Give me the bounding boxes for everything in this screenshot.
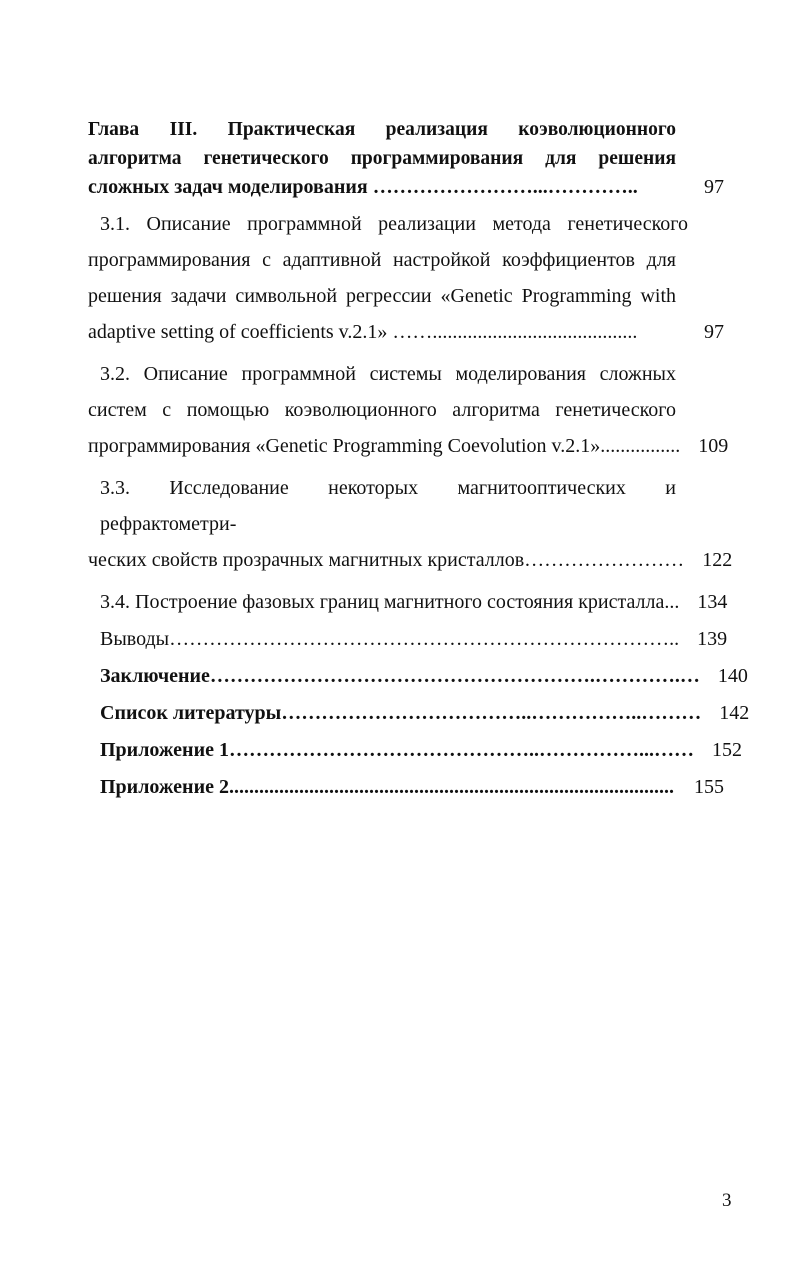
toc-entry-3-4[interactable]: [88, 584, 728, 620]
references-label: Список литературы………………………………..……………..………: [100, 702, 702, 724]
references-page-number: 142: [719, 702, 750, 724]
toc-entry-appendix-2[interactable]: [88, 769, 724, 805]
conclusion-label: Заключение………………………………………………….………….…: [100, 665, 700, 687]
conclusion-page-number: 140: [717, 665, 748, 687]
appendix-1-label: Приложение 1………………………………………..……………...……: [100, 739, 694, 761]
chapter-3-page-number: 97: [704, 176, 724, 198]
section-3-1-line-3: решения задачи символьной регрессии «Genetic Programming with: [88, 285, 676, 307]
conclusions-page-number: 139: [697, 628, 728, 650]
appendix-2-page-number: 155: [694, 776, 724, 798]
section-3-3-line-1: 3.3. Исследование некоторых магнитооптических и рефрактометри-: [100, 477, 676, 535]
section-3-2-line-3: программирования «Genetic Programming Coevolution v.2.1»................: [88, 435, 681, 457]
section-3-4-page-number: 134: [697, 591, 728, 613]
table-of-contents: [88, 115, 750, 805]
toc-entry-3-1-cont: [88, 242, 724, 350]
section-3-1-page-number: 97: [704, 321, 724, 343]
toc-entry-3-2[interactable]: [88, 356, 724, 392]
section-3-2-page-number: 109: [698, 435, 729, 457]
conclusions-label: Выводы…………………………………………………………………..: [100, 628, 680, 650]
section-3-4-title: 3.4. Построение фазовых границ магнитного состояния кристалла...: [100, 591, 680, 613]
section-3-3-line-2: ческих свойств прозрачных магнитных кристаллов……………………: [88, 549, 685, 571]
chapter-3-title-line-2: алгоритма генетического программирования для решения: [88, 148, 676, 169]
toc-entry-3-3[interactable]: [88, 470, 724, 542]
chapter-3-title-line-3: сложных задач моделирования ……………………...…………..: [88, 176, 638, 198]
toc-entry-3-2-cont: [88, 392, 729, 464]
toc-entry-references[interactable]: [88, 695, 750, 731]
section-3-1-line-2: программирования с адаптивной настройкой коэффициентов для: [88, 249, 676, 271]
section-3-3-page-number: 122: [702, 549, 733, 571]
section-3-1-line-4: adaptive setting of coefficients v.2.1» …….........................................: [88, 321, 638, 343]
toc-entry-3-1[interactable]: [88, 206, 724, 242]
section-3-1-line-1: 3.1. Описание программной реализации метода генетического: [100, 213, 688, 235]
appendix-1-page-number: 152: [711, 739, 742, 761]
chapter-3-title-line-1: Глава III. Практическая реализация коэволюционного: [88, 119, 676, 140]
page-number: 3: [722, 1190, 732, 1211]
appendix-2-label: Приложение 2.........................................................................................: [100, 776, 674, 798]
toc-entry-conclusions[interactable]: [88, 621, 728, 657]
section-3-2-line-2: систем с помощью коэволюционного алгоритма генетического: [88, 399, 676, 421]
toc-entry-3-3-cont: [88, 542, 733, 578]
toc-entry-conclusion[interactable]: [88, 658, 748, 694]
toc-entry-appendix-1[interactable]: [88, 732, 742, 768]
toc-entry-chapter-3[interactable]: [88, 115, 724, 202]
section-3-2-line-1: 3.2. Описание программной системы моделирования сложных: [100, 363, 676, 385]
